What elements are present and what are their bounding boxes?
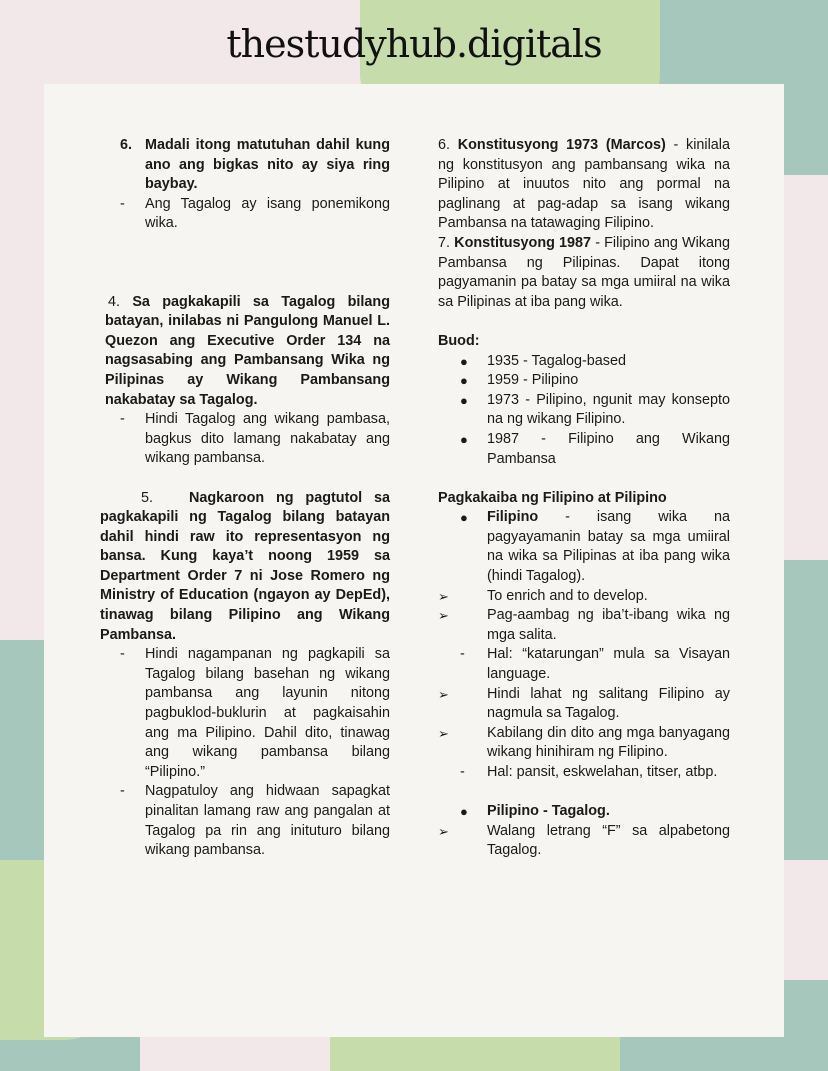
paragraph-6 [438, 136, 730, 234]
list-item-text: Hindi lahat ng salitang Filipino ay nagmula sa Tagalog. [487, 685, 730, 722]
list-item [438, 371, 730, 391]
item-number: 6. [120, 137, 133, 153]
sub-item [100, 410, 390, 469]
list-item-text: Kabilang din dito ang mga banyagang wikang hinihiram ng Filipino. [487, 724, 730, 761]
sub-item [100, 782, 390, 860]
item-title: Konstitusyong 1987 [454, 234, 592, 251]
item-text: Nagkaroon ng pagtutol sa pagkakapili ng Tagalog bilang batayan dahil hindi raw ito representasyon ng bansa. Kung kaya’t noong 1959 sa Department Order 7 ni Jose Romero ng Ministry of Education (ngayon ay DepEd), tinawag bilang Pilipino ang Wikang Pambansa. [100, 489, 390, 643]
item-title: Konstitusyong 1973 (Marcos) [457, 137, 666, 153]
list-item [438, 724, 730, 763]
spacer [100, 273, 390, 293]
sub-item [100, 195, 390, 234]
list-item [438, 508, 730, 586]
dash-marker: - [120, 195, 125, 212]
item-text: - Filipino ang Wikang Pambansa ng Pilipinas. Dapat itong pagyamanin pa batay sa mga umiiral na wika sa Pilipinas at iba pang wika. [438, 234, 731, 310]
bullet-icon: ● [460, 804, 468, 820]
list-item-text: 1973 - Pilipino, ngunit may konsepto na ng wikang Filipino. [487, 391, 730, 428]
list-item-text: Pag-aambag ng iba’t-ibang wika ng mga salita. [487, 607, 730, 643]
bullet-icon: ● [460, 353, 468, 369]
list-item-text: To enrich and to develop. [487, 587, 648, 604]
list-item [438, 822, 730, 861]
list-item [438, 352, 730, 372]
spacer [438, 783, 730, 803]
sub-item-text: Nagpatuloy ang hidwaan sapagkat pinalitan lamang raw ang pangalan at Tagalog pa rin ang inituturo bilang wikang pambansa. [145, 783, 390, 859]
spacer [438, 312, 730, 332]
arrow-icon: ➢ [438, 823, 449, 839]
sub-item-text: Hindi Tagalog ang wikang pambasa, bagkus dito lamang nakabatay ang wikang pambansa. [145, 411, 390, 467]
list-item [438, 802, 730, 822]
list-item-text: 1959 - Pilipino [487, 372, 579, 389]
sub-item-text: Ang Tagalog ay isang ponemikong wika. [145, 195, 390, 232]
list-item [438, 763, 730, 783]
list-item-text: Hal: pansit, eskwelahan, titser, atbp. [487, 764, 718, 780]
list-item-text: 1987 - Filipino ang Wikang Pambansa [487, 430, 730, 467]
item-text: - isang wika na pagyayamanin batay sa mga umiiral na wika sa Pilipinas at iba pang wika (hindi Tagalog). [487, 509, 730, 585]
bullet-icon: ● [460, 373, 468, 389]
bullet-icon: ● [460, 431, 468, 447]
dash-marker: - [120, 411, 125, 428]
arrow-icon: ➢ [438, 588, 449, 604]
filipino-points [438, 587, 730, 783]
item-text: - kinilala ng konstitusyon ang pambansang wika na Pilipino at inuutos nito ang pormal na paglinang at pag-adap sa isang wikang Pambansa na tatawaging Filipino. [438, 137, 730, 232]
bullet-icon: ● [460, 392, 468, 408]
item-text: Sa pagkakapili sa Tagalog bilang batayan, inilabas ni Pangulong Manuel L. Quezon ang Executive Order 134 na nagsasabing ang Pambansang Wika ng Pilipinas ay Wikang Pambansang nakabatay sa Tagalog. [105, 293, 391, 408]
arrow-icon: ➢ [438, 725, 449, 741]
item-number: 5. [141, 489, 154, 506]
sub-item-text: Hindi nagampanan ng pagkapili sa Tagalog bilang basehan ng wikang pambansa ang layunin nitong pagbuklod-buklurin at pagkaisahin ang ma Pilipino. Dahil dito, tinawag ang wikang pambansa bilang “Pilipino.” [145, 646, 390, 780]
spacer [100, 234, 390, 273]
list-item [100, 136, 390, 195]
right-column [438, 136, 730, 861]
sub-item [100, 645, 390, 782]
list-item-text: Walang letrang “F” sa alpabetong Tagalog. [487, 822, 730, 859]
left-column [100, 136, 390, 861]
item-title: Pilipino - Tagalog. [487, 803, 610, 820]
list-item [438, 391, 730, 430]
difference-heading: Pagkakaiba ng Filipino at Pilipino [438, 489, 667, 506]
buod-heading: Buod: [438, 332, 480, 349]
paragraph-5 [100, 489, 390, 646]
item-number: 4. [108, 293, 121, 310]
list-item [438, 606, 730, 645]
spacer [438, 469, 730, 489]
item-text: Madali itong matutuhan dahil kung ano ang bigkas nito ay siya ring baybay. [145, 137, 390, 193]
item-number: 6. [438, 137, 451, 153]
item-title: Filipino [487, 509, 539, 526]
bullet-icon: ● [460, 510, 468, 526]
paragraph-7 [438, 234, 730, 312]
arrow-icon: ➢ [438, 686, 449, 702]
paragraph-4 [100, 293, 390, 411]
list-item [438, 587, 730, 607]
list-item [438, 430, 730, 469]
dash-marker: - [120, 646, 125, 663]
dash-marker: - [460, 646, 465, 663]
list-item-text: Hal: “katarungan” mula sa Visayan language. [487, 646, 730, 683]
list-item-text: 1935 - Tagalog-based [487, 352, 626, 369]
pilipino-points [438, 822, 730, 861]
dash-marker: - [460, 764, 465, 780]
dash-marker: - [120, 783, 125, 800]
arrow-icon: ➢ [438, 608, 449, 624]
list-item [438, 685, 730, 724]
spacer [100, 469, 390, 489]
brand-title: thestudyhub.digitals [226, 22, 602, 66]
list-item [438, 645, 730, 684]
item-number: 7. [438, 234, 451, 251]
